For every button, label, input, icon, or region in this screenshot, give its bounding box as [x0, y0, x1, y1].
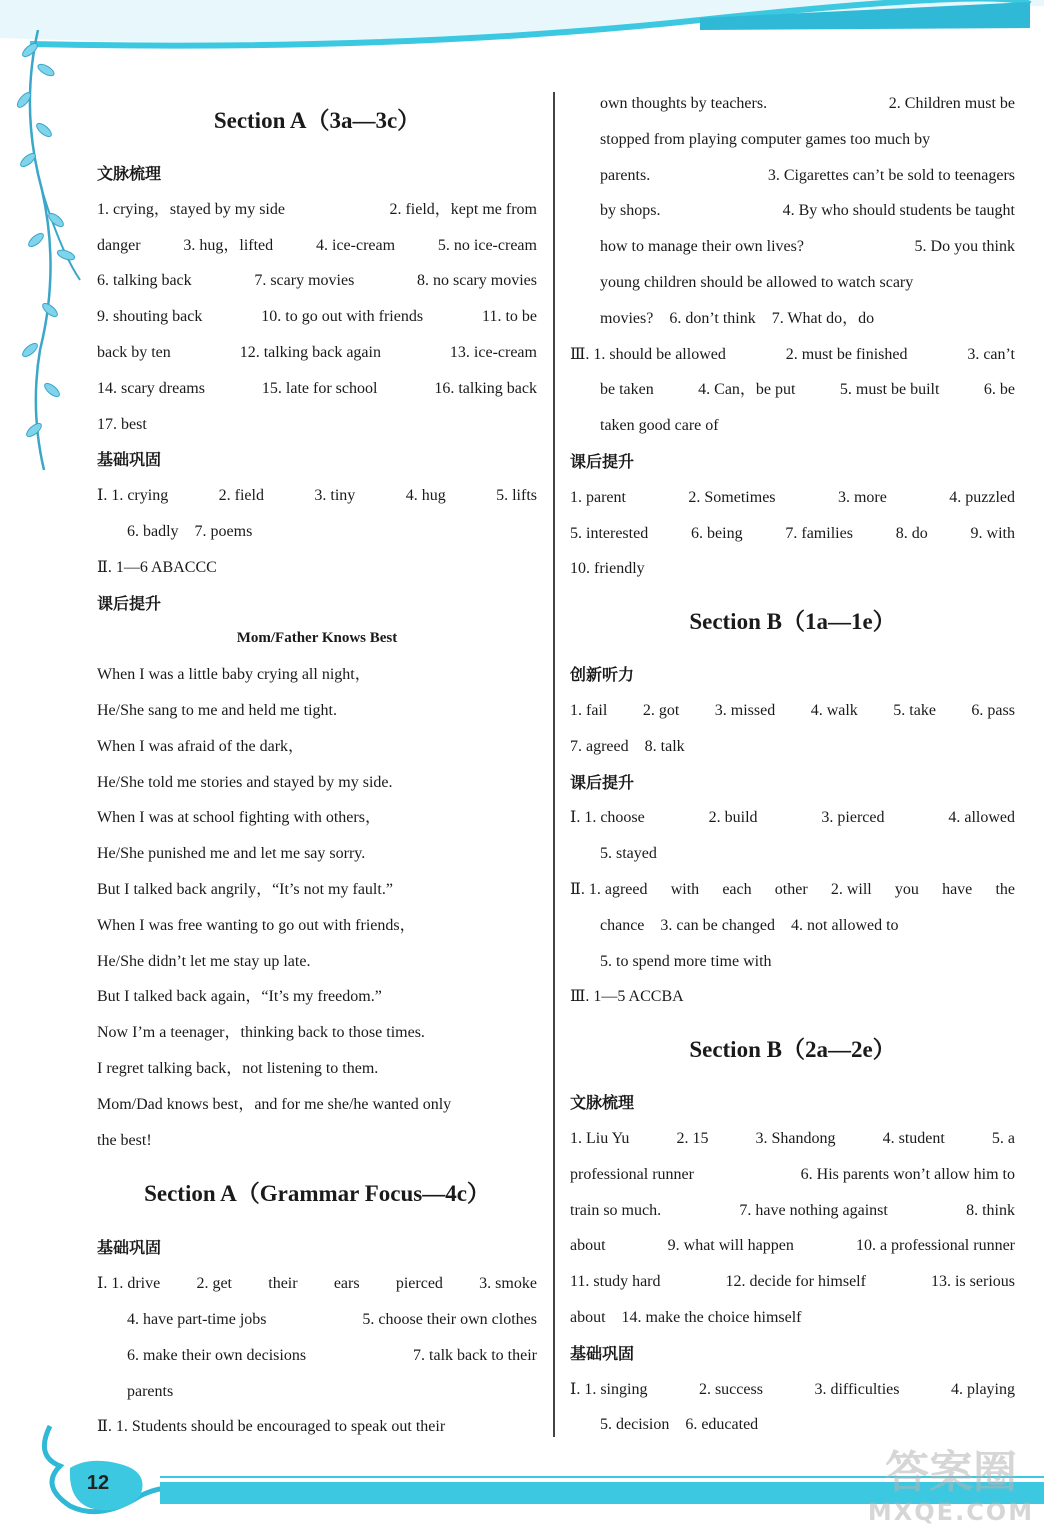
answer-line: 11. study hard 12. decide for himself 13. is serious [570, 1273, 1015, 1291]
section-heading: Section A（Grammar Focus—4c） [144, 1181, 490, 1207]
answer-line: professional runner 6. His parents won’t allow him to [570, 1165, 1015, 1183]
answer-line: 14. scary dreams 15. late for school 16. talking back [97, 379, 537, 397]
poem-line: He/She punished me and let me say sorry. [97, 845, 366, 863]
poem-line: He/She sang to me and held me tight. [97, 701, 337, 719]
answer-line: taken good care of [600, 417, 719, 435]
poem-line: I regret talking back，not listening to them. [97, 1059, 379, 1077]
answer-line: 7. agreed 8. talk [570, 737, 685, 755]
poem-line: When I was afraid of the dark， [97, 737, 305, 755]
answer-line: 9. shouting back 10. to go out with friends 11. to be [97, 308, 537, 326]
poem-title: Mom/Father Knows Best [236, 630, 398, 647]
section-label: 文脉梳理 [97, 164, 162, 183]
answer-line: danger 3. hug，lifted 4. ice-cream 5. no ice-cream [97, 236, 537, 254]
answer-line: 5. stayed [600, 845, 657, 863]
poem-line: When I was free wanting to go out with friends， [97, 916, 416, 934]
answer-line: parents. 3. Cigarettes can’t be sold to teenagers [600, 166, 1015, 184]
answer-line: 5. to spend more time with [600, 952, 772, 970]
answer-line: stopped from playing computer games too much by [600, 130, 931, 148]
section-heading: Section B（2a—2e） [689, 1037, 896, 1063]
answer-line: Ⅰ. 1. crying 2. field 3. tiny 4. hug 5. lifts [97, 487, 537, 505]
answer-line: Ⅰ. 1. drive 2. get their ears pierced 3. smoke [97, 1275, 537, 1293]
answer-line: 10. friendly [570, 560, 645, 578]
answer-line: Ⅱ. 1. agreed with each other 2. will you have the [570, 880, 1015, 898]
page-number: 12 [86, 1472, 110, 1494]
section-label: 基础巩固 [97, 450, 162, 470]
section-heading: Section A（3a—3c） [213, 108, 421, 133]
answer-line: 4. have part-time jobs 5. choose their own clothes [127, 1310, 537, 1328]
answer-line: 6. talking back 7. scary movies 8. no scary movies [97, 272, 537, 290]
answer-line: 6. badly 7. poems [127, 522, 253, 540]
answer-line: 1. parent 2. Sometimes 3. more 4. puzzled [570, 488, 1015, 506]
answer-line: about 9. what will happen 10. a professional runner [570, 1237, 1015, 1255]
answer-line: chance 3. can be changed 4. not allowed to [600, 916, 899, 934]
answer-line: 1. crying，stayed by my side 2. field，kept me from [97, 200, 537, 218]
poem-line: Mom/Dad knows best，and for me she/he wanted only [97, 1095, 452, 1113]
answer-line: movies? 6. don’t think 7. What do，do [600, 309, 875, 327]
answer-line: parents [127, 1382, 174, 1400]
top-decorative-band [0, 0, 1044, 60]
answer-line: be taken 4. Can，be put 5. must be built 6. be [600, 381, 1015, 399]
answer-line: own thoughts by teachers. 2. Children must be [600, 95, 1015, 112]
answer-line: 6. make their own decisions 7. talk back to their [127, 1346, 537, 1364]
answer-line: back by ten 12. talking back again 13. ice-cream [97, 343, 537, 361]
poem-line: He/She didn’t let me stay up late. [97, 952, 311, 970]
answer-line: how to manage their own lives? 5. Do you think [600, 238, 1015, 256]
answer-line: young children should be allowed to watch scary [600, 273, 914, 291]
right-column [570, 86, 1015, 1443]
answer-line: 1. Liu Yu 2. 15 3. Shandong 4. student 5. a [570, 1129, 1015, 1147]
section-label: 文脉梳理 [570, 1093, 635, 1113]
left-column [97, 86, 537, 1445]
poem-line: But I talked back angrily，“It’s not my fault.” [97, 880, 393, 898]
poem-line: the best! [97, 1131, 152, 1149]
answer-line: 1. fail 2. got 3. missed 4. walk 5. take 6. pass [570, 701, 1015, 719]
answer-line: 5. interested 6. being 7. families 8. do 9. with [570, 524, 1015, 542]
answer-line: Ⅰ. 1. singing 2. success 3. difficulties 4. playing [570, 1380, 1015, 1398]
answer-line: Ⅲ. 1. should be allowed 2. must be finished 3. can’t [570, 345, 1015, 363]
poem-line: But I talked back again，“It’s my freedom.” [97, 988, 382, 1006]
answer-line: train so much. 7. have nothing against 8. think [570, 1201, 1015, 1219]
poem-line: He/She told me stories and stayed by my side. [97, 773, 393, 791]
answer-line: 17. best [97, 415, 147, 433]
answer-line: by shops. 4. By who should students be taught [600, 202, 1015, 220]
answer-line: Ⅱ. 1—6 ABACCC [97, 558, 217, 576]
answer-line: 5. decision 6. educated [600, 1416, 759, 1434]
section-label: 课后提升 [570, 772, 635, 792]
answer-line: Ⅰ. 1. choose 2. build 3. pierced 4. allowed [570, 809, 1015, 827]
watermark-logo: 答案圈 MXQE.COM [867, 1447, 1035, 1526]
poem-line: When I was at school fighting with others， [97, 809, 381, 827]
section-label: 课后提升 [97, 593, 162, 613]
section-label: 创新听力 [570, 665, 635, 685]
answer-line: Ⅱ. 1. Students should be encouraged to speak out their [97, 1418, 446, 1436]
column-divider [553, 92, 555, 1437]
answer-line: Ⅲ. 1—5 ACCBA [570, 988, 684, 1006]
section-heading: Section B（1a—1e） [689, 609, 896, 635]
poem-line: Now I’m a teenager，thinking back to those times. [97, 1024, 425, 1042]
answer-line: about 14. make the choice himself [570, 1308, 802, 1326]
section-label: 基础巩固 [570, 1343, 635, 1363]
section-label: 基础巩固 [97, 1238, 162, 1258]
section-label: 课后提升 [570, 451, 635, 471]
poem-line: When I was a little baby crying all night， [97, 666, 371, 684]
vine-decoration [0, 30, 90, 470]
